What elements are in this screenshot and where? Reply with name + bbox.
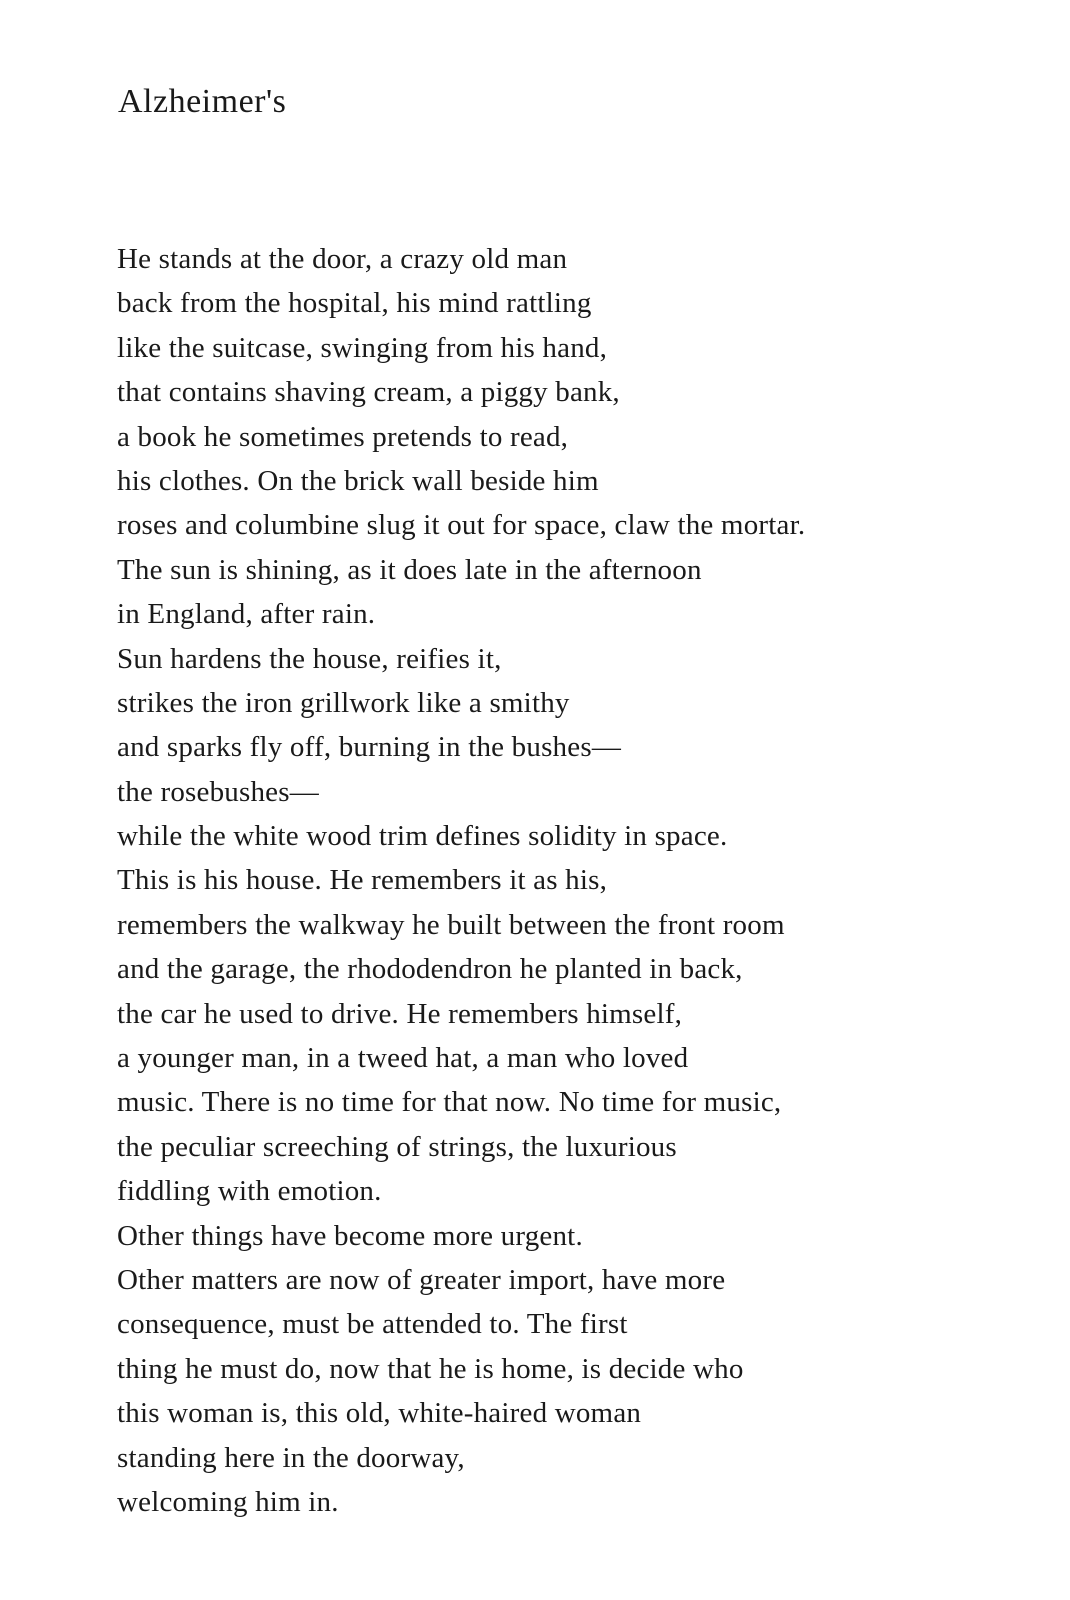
poem-line: and sparks fly off, burning in the bushes— xyxy=(117,731,622,764)
poem-line: thing he must do, now that he is home, is decide who xyxy=(117,1352,744,1385)
poem-line: and the garage, the rhododendron he planted in back, xyxy=(117,953,743,986)
poem-title: Alzheimer's xyxy=(118,83,287,120)
poem-line: the car he used to drive. He remembers himself, xyxy=(117,997,683,1030)
poem-line: music. There is no time for that now. No time for music, xyxy=(117,1086,782,1119)
poem-line: roses and columbine slug it out for space, claw the mortar. xyxy=(117,509,806,542)
poem-body xyxy=(117,237,1057,1524)
poem-line: that contains shaving cream, a piggy bank, xyxy=(117,376,620,409)
poem-line: The sun is shining, as it does late in the afternoon xyxy=(117,553,702,586)
poem-line: consequence, must be attended to. The first xyxy=(117,1308,628,1341)
poem-line: a book he sometimes pretends to read, xyxy=(117,420,569,453)
poem-line: This is his house. He remembers it as his, xyxy=(117,864,608,897)
poem-line: the peculiar screeching of strings, the luxurious xyxy=(117,1130,677,1163)
poem-line: a younger man, in a tweed hat, a man who loved xyxy=(117,1042,689,1075)
poem-line: Sun hardens the house, reifies it, xyxy=(117,642,502,675)
poem-line: fiddling with emotion. xyxy=(117,1175,382,1208)
poem-line: his clothes. On the brick wall beside him xyxy=(117,464,599,497)
poem-line: He stands at the door, a crazy old man xyxy=(117,243,568,275)
poem-line: back from the hospital, his mind rattling xyxy=(117,287,592,320)
poem-line: while the white wood trim defines solidity in space. xyxy=(117,820,728,853)
poem-line: Other matters are now of greater import, have more xyxy=(117,1263,726,1296)
poem-line: welcoming him in. xyxy=(117,1485,339,1518)
poem-line: remembers the walkway he built between the front room xyxy=(117,908,785,941)
poem-line: Other things have become more urgent. xyxy=(117,1219,583,1252)
poem-line: in England, after rain. xyxy=(117,598,376,631)
poem-line: standing here in the doorway, xyxy=(117,1441,465,1474)
poem-line: strikes the iron grillwork like a smithy xyxy=(117,686,570,719)
poem-line: like the suitcase, swinging from his hand, xyxy=(117,331,608,364)
poem-line: the rosebushes— xyxy=(117,775,319,808)
poem-line: this woman is, this old, white-haired woman xyxy=(117,1397,642,1430)
